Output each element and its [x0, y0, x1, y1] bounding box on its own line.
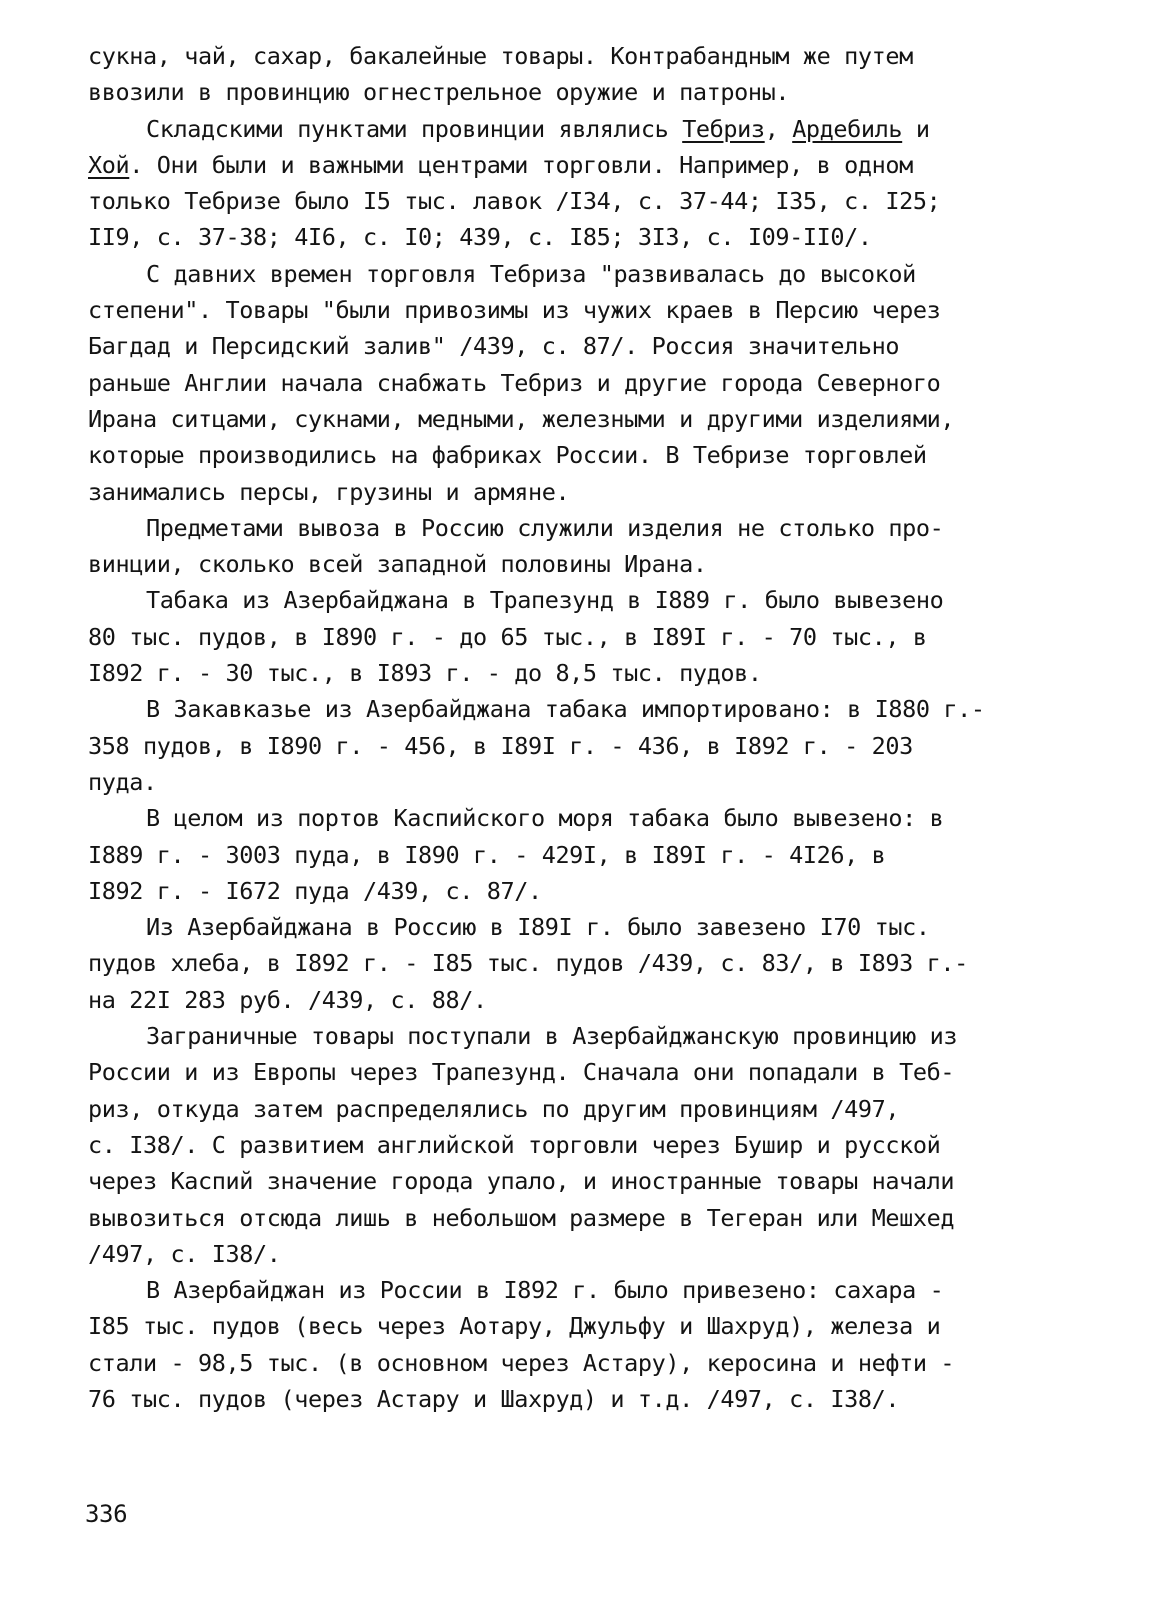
text-line: 358 пудов, в I890 г. - 456, в I89I г. - 436, в I892 г. - 203	[88, 731, 913, 760]
text-line: Ирана ситцами, сукнами, медными, железными и другими изделиями,	[88, 404, 955, 433]
text-line: вывозиться отсюда лишь в небольшом размере в Тегеран или Мешхед	[88, 1203, 955, 1232]
text-line: Заграничные товары поступали в Азербайджанскую провинцию из	[146, 1022, 958, 1051]
text-line: Из Азербайджана в Россию в I89I г. было завезено I70 тыс.	[146, 913, 930, 942]
underlined-place-name: Хой	[88, 150, 130, 179]
text-line: России и из Европы через Трапезунд. Сначала они попадали в Теб-	[88, 1058, 955, 1087]
text-line	[88, 147, 1048, 183]
paragraph-3	[88, 256, 1048, 510]
text-line: I85 тыс. пудов (весь через Аотару, Джульфу и Шахруд), железа и	[88, 1312, 941, 1341]
text-line: степени". Товары "были привозимы из чужих краев в Персию через	[88, 296, 941, 325]
text-line: II9, с. 37-38; 4I6, с. I0; 439, с. I85; 3I3, с. I09-II0/.	[88, 223, 872, 252]
text-line: занимались персы, грузины и армяне.	[88, 477, 570, 506]
text-line: на 22I 283 руб. /439, с. 88/.	[88, 985, 487, 1014]
text-line: В Азербайджан из России в I892 г. было привезено: сахара -	[146, 1276, 944, 1305]
text-line: В целом из портов Каспийского моря табака было вывезено: в	[146, 804, 944, 833]
text-span: и	[902, 114, 930, 143]
paragraph-4	[88, 510, 1048, 583]
text-span: Складскими пунктами провинции являлись	[146, 114, 683, 143]
text-line: пуда.	[88, 767, 157, 796]
text-line: I892 г. - 30 тыс., в I893 г. - до 8,5 тыс. пудов.	[88, 659, 762, 688]
paragraph-5	[88, 582, 1048, 691]
underlined-place-name: Тебриз	[682, 114, 765, 143]
text-line: которые производились на фабриках России. В Тебризе торговлей	[88, 441, 927, 470]
text-line: I889 г. - 3003 пуда, в I890 г. - 429I, в I89I г. - 4I26, в	[88, 840, 886, 869]
text-line: винции, сколько всей западной половины Ирана.	[88, 550, 707, 579]
text-line: /497, с. I38/.	[88, 1239, 281, 1268]
page-text	[88, 38, 1048, 1417]
text-line: риз, откуда затем распределялись по другим провинциям /497,	[88, 1094, 900, 1123]
paragraph-2	[88, 111, 1048, 256]
text-line: сукна, чай, сахар, бакалейные товары. Контрабандным же путем	[88, 42, 913, 70]
underlined-place-name: Ардебиль	[792, 114, 903, 143]
text-line: стали - 98,5 тыс. (в основном через Астару), керосина и нефти -	[88, 1348, 955, 1377]
text-line: раньше Англии начала снабжать Тебриз и другие города Северного	[88, 368, 941, 397]
text-line: С давних времен торговля Тебриза "развивалась до высокой	[146, 259, 916, 288]
text-line	[88, 111, 1048, 147]
text-line: 80 тыс. пудов, в I890 г. - до 65 тыс., в I89I г. - 70 тыс., в	[88, 622, 927, 651]
text-line: ввозили в провинцию огнестрельное оружие и патроны.	[88, 78, 790, 107]
text-line: Багдад и Персидский залив" /439, с. 87/. Россия значительно	[88, 332, 900, 361]
paragraph-7	[88, 800, 1048, 909]
paragraph-10	[88, 1272, 1048, 1417]
paragraph-9	[88, 1018, 1048, 1272]
text-span: . Они были и важными центрами торговли. Например, в одном	[129, 150, 913, 179]
text-span: ,	[764, 114, 793, 143]
paragraph-1	[88, 38, 1048, 111]
paragraph-8	[88, 909, 1048, 1018]
text-line: 76 тыс. пудов (через Астару и Шахруд) и т.д. /497, с. I38/.	[88, 1384, 900, 1413]
text-line: только Тебризе было I5 тыс. лавок /I34, с. 37-44; I35, с. I25;	[88, 187, 941, 216]
text-line: через Каспий значение города упало, и иностранные товары начали	[88, 1167, 955, 1196]
text-line: I892 г. - I672 пуда /439, с. 87/.	[88, 876, 542, 905]
paragraph-6	[88, 691, 1048, 800]
page-number: 336	[85, 1500, 128, 1528]
text-line: Предметами вывоза в Россию служили изделия не столько про-	[146, 513, 944, 542]
text-line: В Закавказье из Азербайджана табака импортировано: в I880 г.-	[146, 695, 985, 724]
text-line: Табака из Азербайджана в Трапезунд в I889 г. было вывезено	[146, 586, 944, 615]
text-line: с. I38/. С развитием английской торговли через Бушир и русской	[88, 1130, 941, 1159]
text-line: пудов хлеба, в I892 г. - I85 тыс. пудов /439, с. 83/, в I893 г.-	[88, 949, 968, 978]
